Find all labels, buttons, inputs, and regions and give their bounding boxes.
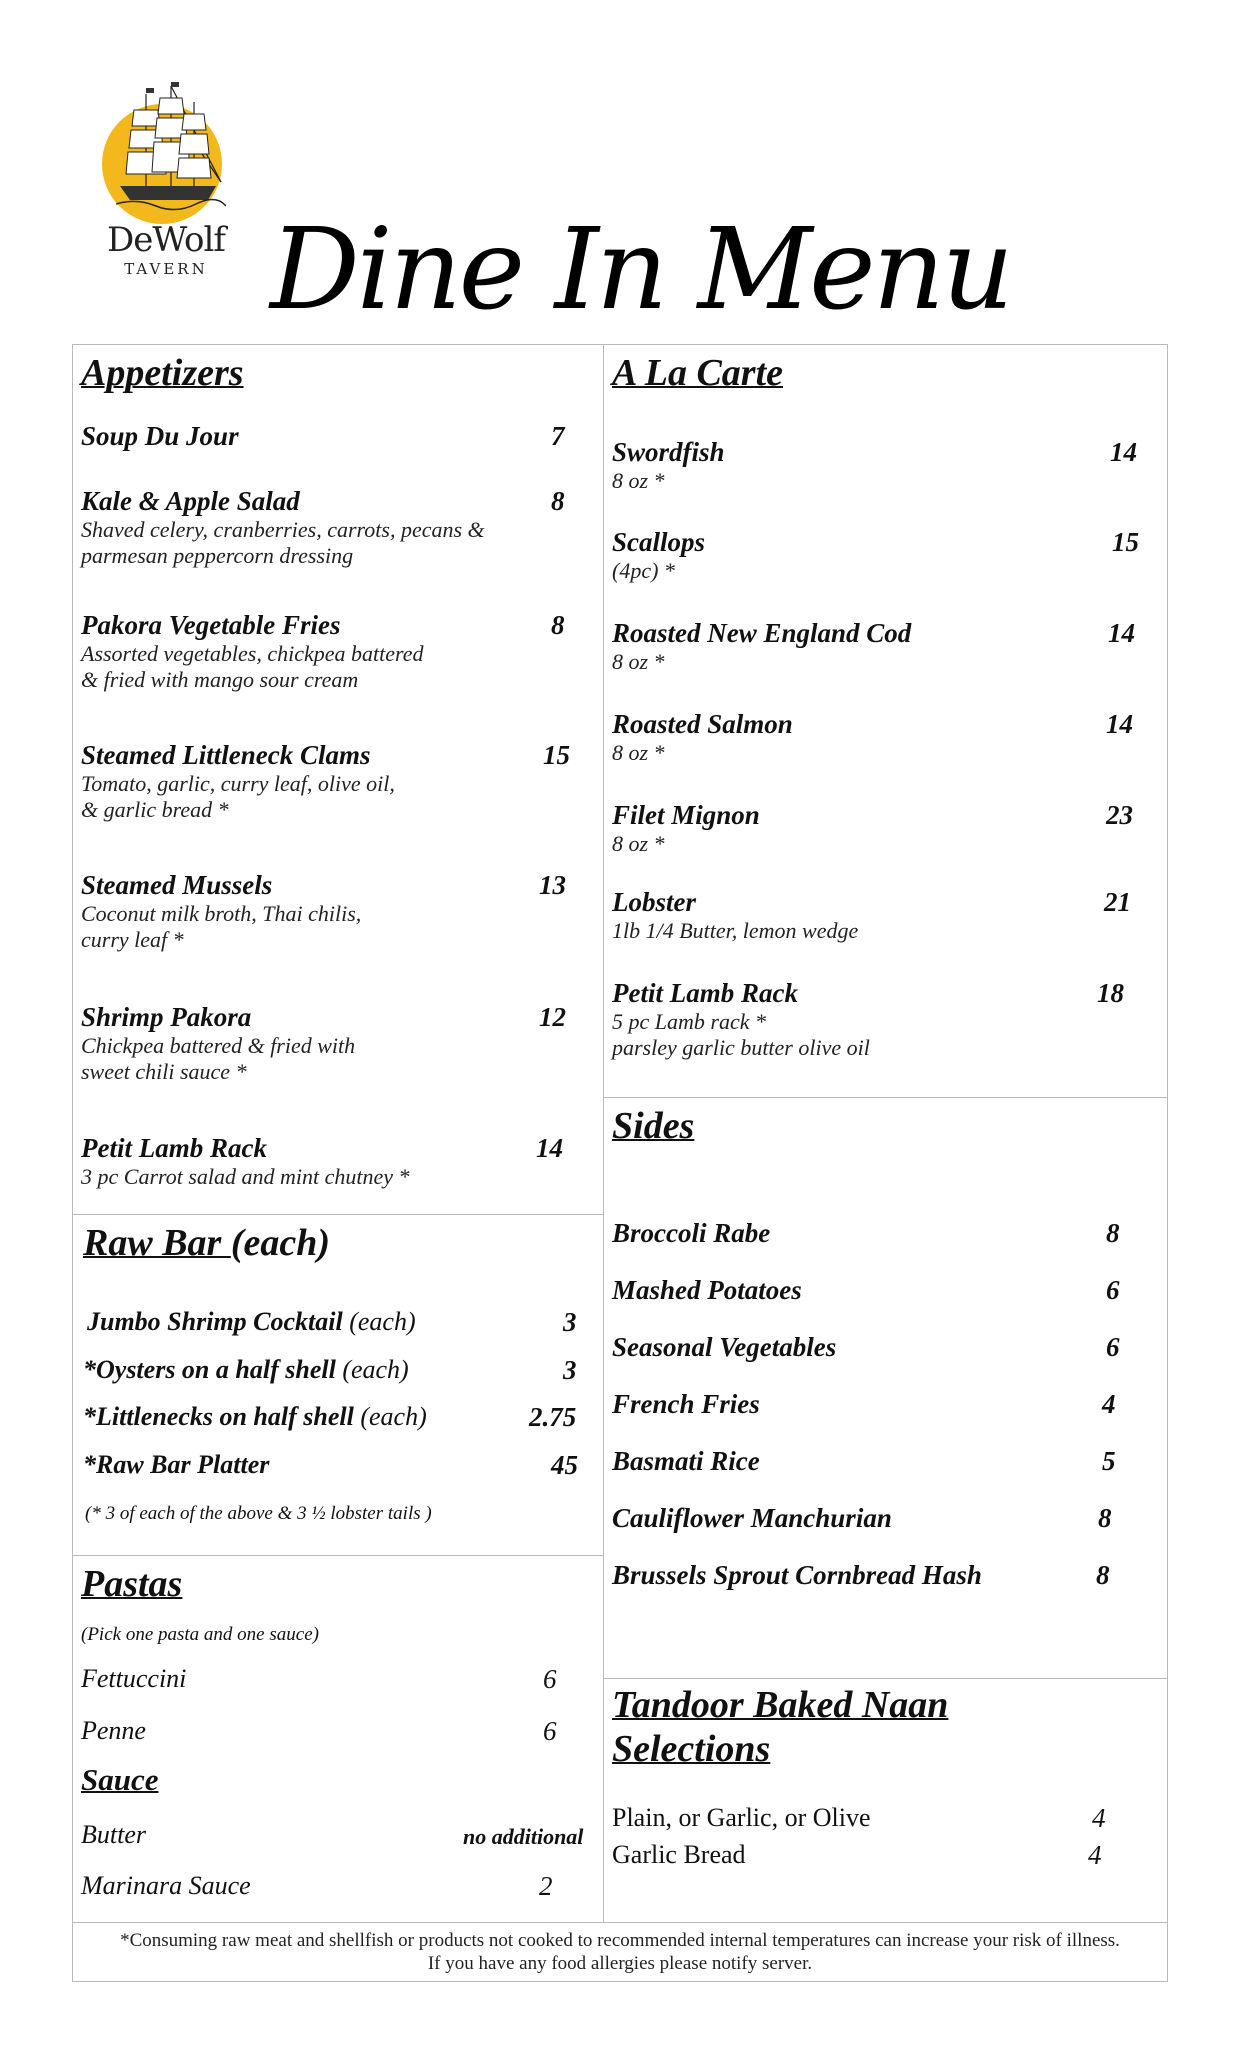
item-price: 14 — [536, 1133, 563, 1163]
menu-item — [612, 618, 1167, 675]
menu-item — [81, 1002, 603, 1085]
item-name: Shrimp Pakora — [81, 1002, 252, 1032]
menu-item — [612, 527, 1167, 584]
item-note: (each) — [335, 1355, 409, 1384]
menu-item — [81, 421, 603, 452]
item-description: 8 oz * — [612, 740, 665, 765]
pastas-section — [72, 1555, 604, 1923]
item-description: Shaved celery, cranberries, carrots, pecans & — [81, 517, 485, 542]
menu-item — [612, 437, 1167, 494]
item-description: curry leaf * — [81, 927, 184, 952]
item-name: Mashed Potatoes — [612, 1275, 802, 1305]
item-price: 4 — [1088, 1840, 1102, 1870]
item-price: 14 — [1110, 437, 1137, 467]
item-price: 8 — [551, 610, 565, 640]
item-name: Pakora Vegetable Fries — [81, 610, 341, 640]
item-name: *Oysters on a half shell — [83, 1355, 336, 1384]
appetizers-heading: Appetizers — [81, 352, 244, 394]
raw-bar-note: (* 3 of each of the above & 3 ½ lobster tails ) — [85, 1503, 432, 1524]
item-description: 8 oz * — [612, 468, 665, 493]
item-price: 3 — [563, 1307, 577, 1337]
item-price: 6 — [1106, 1332, 1120, 1362]
side-item — [612, 1446, 1167, 1477]
item-price: 5 — [1102, 1446, 1116, 1476]
footer-line-2: If you have any food allergies please notify server. — [427, 1953, 813, 1974]
menu-item — [81, 610, 603, 693]
sauce-item — [81, 1871, 603, 1901]
logo-subtitle: TAVERN — [124, 260, 208, 278]
item-name: Marinara Sauce — [81, 1871, 251, 1900]
appetizers-section — [72, 344, 604, 1215]
item-price: 6 — [543, 1716, 557, 1746]
item-price: no additional — [463, 1824, 584, 1849]
pasta-item — [81, 1664, 603, 1694]
raw-bar-heading — [83, 1221, 330, 1265]
item-price: 4 — [1102, 1389, 1116, 1419]
side-item — [612, 1560, 1167, 1591]
item-note: (each) — [342, 1307, 416, 1336]
item-name: *Raw Bar Platter — [83, 1450, 270, 1479]
item-name: Butter — [81, 1820, 146, 1849]
logo-name: DeWolf — [107, 220, 225, 260]
item-description: Chickpea battered & fried with — [81, 1033, 356, 1058]
menu-item — [81, 486, 603, 569]
item-price: 7 — [551, 421, 565, 451]
item-price: 15 — [543, 740, 570, 770]
item-description: 1lb 1/4 Butter, lemon wedge — [612, 918, 859, 943]
item-price: 23 — [1106, 800, 1133, 830]
footer-line-1: *Consuming raw meat and shellfish or products not cooked to recommended internal temperatures can increase your risk of illness. — [120, 1930, 1120, 1951]
menu-item — [612, 709, 1167, 766]
item-price: 21 — [1104, 887, 1131, 917]
item-name: Cauliflower Manchurian — [612, 1503, 892, 1533]
item-price: 45 — [551, 1450, 578, 1480]
naan-item — [612, 1803, 1167, 1833]
item-description: sweet chili sauce * — [81, 1059, 247, 1084]
item-price: 6 — [543, 1664, 557, 1694]
item-price: 8 — [1098, 1503, 1112, 1533]
item-name: Swordfish — [612, 437, 725, 467]
item-name: Garlic Bread — [612, 1840, 746, 1869]
item-name: French Fries — [612, 1389, 760, 1419]
raw-bar-section — [72, 1214, 604, 1556]
item-name: Jumbo Shrimp Cocktail — [87, 1307, 343, 1336]
item-name: Brussels Sprout Cornbread Hash — [612, 1560, 982, 1590]
naan-heading: Tandoor Baked Naan — [612, 1684, 949, 1726]
item-description: 3 pc Carrot salad and mint chutney * — [81, 1164, 410, 1189]
item-name: Penne — [81, 1716, 146, 1745]
sauce-item — [81, 1820, 603, 1850]
sides-section — [603, 1097, 1168, 1679]
menu-item — [83, 1402, 603, 1432]
item-name: Steamed Mussels — [81, 870, 273, 900]
raw-bar-heading-text: Raw Bar — [83, 1222, 231, 1264]
item-price: 14 — [1108, 618, 1135, 648]
item-description: & fried with mango sour cream — [81, 667, 359, 692]
item-price: 12 — [539, 1002, 566, 1032]
menu-item — [612, 887, 1167, 944]
item-description: Assorted vegetables, chickpea battered — [81, 641, 424, 666]
item-price: 3 — [563, 1355, 577, 1385]
item-description: Coconut milk broth, Thai chilis, — [81, 901, 362, 926]
pastas-note: (Pick one pasta and one sauce) — [81, 1624, 319, 1645]
item-price: 15 — [1112, 527, 1139, 557]
item-name: Kale & Apple Salad — [81, 486, 300, 516]
item-description: parsley garlic butter olive oil — [612, 1035, 870, 1060]
page-title: Dine In Menu — [270, 205, 1011, 335]
raw-bar-heading-suffix: (each) — [230, 1222, 331, 1264]
item-price: 8 — [1096, 1560, 1110, 1590]
item-description: 8 oz * — [612, 831, 665, 856]
item-price: 18 — [1097, 978, 1124, 1008]
item-name: Lobster — [612, 887, 696, 917]
item-description: 8 oz * — [612, 649, 665, 674]
item-name: Roasted New England Cod — [612, 618, 912, 648]
sauce-heading: Sauce — [81, 1762, 159, 1797]
side-item — [612, 1218, 1167, 1249]
footer-notice — [72, 1922, 1168, 1982]
item-description: Tomato, garlic, curry leaf, olive oil, — [81, 771, 395, 796]
a-la-carte-section — [603, 344, 1168, 1098]
item-name: Petit Lamb Rack — [612, 978, 798, 1008]
sides-heading: Sides — [612, 1105, 695, 1147]
pastas-heading: Pastas — [81, 1563, 183, 1605]
item-name: Petit Lamb Rack — [81, 1133, 267, 1163]
item-name: Roasted Salmon — [612, 709, 793, 739]
item-description: 5 pc Lamb rack * — [612, 1009, 766, 1034]
item-name: *Littlenecks on half shell — [83, 1402, 354, 1431]
item-name: Plain, or Garlic, or Olive — [612, 1803, 871, 1832]
menu-item — [81, 870, 603, 953]
item-price: 13 — [539, 870, 566, 900]
pasta-item — [81, 1716, 603, 1746]
item-name: Soup Du Jour — [81, 421, 239, 451]
a-la-carte-heading: A La Carte — [612, 352, 784, 394]
item-price: 14 — [1106, 709, 1133, 739]
item-name: Broccoli Rabe — [612, 1218, 771, 1248]
item-price: 2 — [539, 1871, 553, 1901]
side-item — [612, 1275, 1167, 1306]
menu-item — [83, 1450, 603, 1480]
item-name: Basmati Rice — [612, 1446, 760, 1476]
item-name: Fettuccini — [81, 1664, 187, 1693]
menu-item — [83, 1355, 603, 1385]
menu-item — [81, 740, 603, 823]
item-price: 2.75 — [529, 1402, 577, 1432]
tavern-logo — [96, 82, 236, 282]
item-description: (4pc) * — [612, 558, 675, 583]
naan-item — [612, 1840, 1167, 1870]
item-price: 4 — [1092, 1803, 1106, 1833]
menu-item — [612, 978, 1167, 1061]
item-note: (each) — [353, 1402, 427, 1431]
item-name: Steamed Littleneck Clams — [81, 740, 371, 770]
item-price: 6 — [1106, 1275, 1120, 1305]
side-item — [612, 1389, 1167, 1420]
menu-item — [81, 1133, 603, 1190]
menu-item — [612, 800, 1167, 857]
naan-heading-line2: Selections — [612, 1728, 771, 1770]
item-price: 8 — [1106, 1218, 1120, 1248]
side-item — [612, 1503, 1167, 1534]
item-name: Scallops — [612, 527, 706, 557]
naan-section — [603, 1678, 1168, 1923]
side-item — [612, 1332, 1167, 1363]
item-name: Seasonal Vegetables — [612, 1332, 837, 1362]
item-price: 8 — [551, 486, 565, 516]
item-description: parmesan peppercorn dressing — [81, 543, 354, 568]
ship-icon — [116, 82, 226, 222]
item-description: & garlic bread * — [81, 797, 229, 822]
menu-item — [87, 1307, 603, 1337]
item-name: Filet Mignon — [612, 800, 760, 830]
